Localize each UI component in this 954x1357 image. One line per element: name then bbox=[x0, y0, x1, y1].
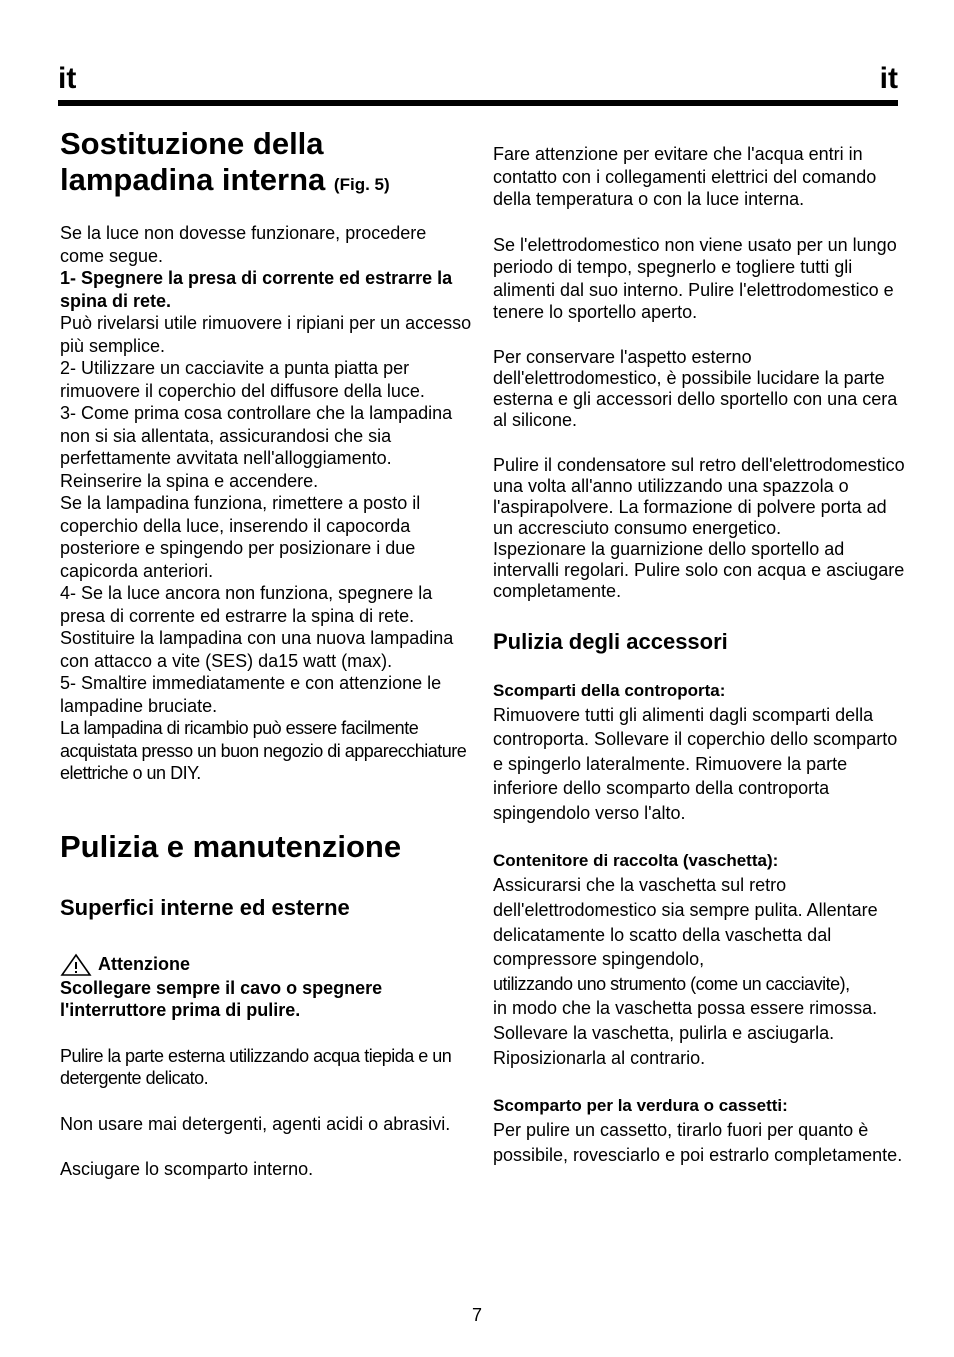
lamp-intro: Se la luce non dovesse funzionare, procedere come segue. bbox=[60, 223, 427, 266]
right-paragraph-1: Fare attenzione per evitare che l'acqua entri in contatto con i collegamenti elettrici del comando della temperatura o con la luce interna. bbox=[493, 144, 877, 209]
right-column bbox=[493, 143, 905, 1167]
lamp-note: La lampadina di ricambio può essere facilmente acquistata presso un buon negozio di apparecchiature elettriche o un DIY. bbox=[60, 718, 467, 783]
lamp-step3: 3- Come prima cosa controllare che la lampadina non si sia allentata, assicurandosi che sia perfettamente avvitata nell'alloggiamento. Reinserire la spina e accendere. bbox=[60, 403, 453, 491]
drip-tray-text-2: utilizzando uno strumento (come un cacciavite), bbox=[493, 973, 850, 994]
lamp-step4: 4- Se la luce ancora non funziona, spegnere la presa di corrente ed estrarre la spina di rete. Sostituire la lampadina con una nuova lampadina con attacco a vite (SES) da15 watt (max). bbox=[60, 583, 454, 671]
left-column bbox=[60, 126, 472, 1181]
cleaning-paragraph-3: Asciugare lo scomparto interno. bbox=[60, 1159, 314, 1179]
door-compartments-title: Scomparti della controporta: bbox=[493, 680, 726, 700]
lamp-section-title: Sostituzione della lampadina interna (Fig. 5) bbox=[60, 126, 390, 197]
warning-triangle-icon bbox=[60, 953, 92, 977]
right-paragraph-4: Pulire il condensatore sul retro dell'elettrodomestico una volta all'anno utilizzando una spazzola o l'aspirapolvere. La formazione di polvere porta ad un accresciuto consumo energetico. bbox=[493, 454, 905, 538]
lamp-step3b: Se la lampadina funziona, rimettere a posto il coperchio della luce, inserendo il capocorda posteriore e spingendo per posizionare i due capicorda anteriori. bbox=[60, 493, 421, 581]
page-number: 7 bbox=[471, 1305, 482, 1325]
cleaning-section-title: Pulizia e manutenzione bbox=[60, 828, 402, 864]
lamp-step1-text: Può rivelarsi utile rimuovere i ripiani per un accesso più semplice. bbox=[60, 313, 472, 356]
lamp-step1-bold: 1- Spegnere la presa di corrente ed estrarre la spina di rete. bbox=[60, 268, 453, 311]
warning-label: Attenzione bbox=[98, 954, 190, 975]
right-paragraph-5: Ispezionare la guarnizione dello sportello ad intervalli regolari. Pulire solo con acqua e asciugare completamente. bbox=[493, 538, 905, 601]
warning-heading bbox=[60, 953, 472, 977]
cleaning-paragraph-2: Non usare mai detergenti, agenti acidi o abrasivi. bbox=[60, 1113, 451, 1134]
door-compartments-text: Rimuovere tutti gli alimenti dagli scomparti della controporta. Sollevare il coperchio dello scomparto e spingerlo lateralmente. Rimuovere la parte inferiore dello scomparto della controporta spingendolo verso l'alto. bbox=[493, 704, 898, 823]
cleaning-paragraph-1: Pulire la parte esterna utilizzando acqua tiepida e un detergente delicato. bbox=[60, 1045, 452, 1088]
right-paragraph-2: Se l'elettrodomestico non viene usato per un lungo periodo di tempo, spegnerlo e togliere tutti gli alimenti dal suo interno. Pulire l'elettrodomestico e tenere lo sportello aperto. bbox=[493, 234, 897, 322]
lamp-step2: 2- Utilizzare un cacciavite a punta piatta per rimuovere il coperchio del diffusore della luce. bbox=[60, 358, 425, 401]
header-rule bbox=[58, 100, 898, 106]
right-paragraph-3: Per conservare l'aspetto esterno dell'elettrodomestico, è possibile lucidare la parte esterna e gli accessori dello sportello con una cera al silicone. bbox=[493, 346, 898, 430]
figure-reference: (Fig. 5) bbox=[333, 175, 390, 194]
surfaces-title: Superfici interne ed esterne bbox=[60, 894, 350, 920]
accessories-title: Pulizia degli accessori bbox=[493, 628, 728, 654]
vegetable-drawer-title: Scomparto per la verdura o cassetti: bbox=[493, 1096, 788, 1116]
drip-tray-text-3: in modo che la vaschetta possa essere rimossa. Sollevare la vaschetta, pulirla e asciugarla. Riposizionarla al contrario. bbox=[493, 998, 878, 1068]
drip-tray-title: Contenitore di raccolta (vaschetta): bbox=[493, 851, 779, 871]
warning-text: Scollegare sempre il cavo o spegnere l'interruttore prima di pulire. bbox=[60, 977, 383, 1020]
language-code-left: it bbox=[58, 62, 77, 95]
vegetable-drawer-text: Per pulire un cassetto, tirarlo fuori per quanto è possibile, rovesciarlo e poi estrarlo completamente. bbox=[493, 1120, 903, 1165]
language-code-right: it bbox=[879, 62, 898, 95]
drip-tray-text-1: Assicurarsi che la vaschetta sul retro dell'elettrodomestico sia sempre pulita. Allentare delicatamente lo scatto della vaschetta dal compressore spingendolo, bbox=[493, 875, 878, 970]
lamp-step5: 5- Smaltire immediatamente e con attenzione le lampadine bruciate. bbox=[60, 673, 442, 716]
